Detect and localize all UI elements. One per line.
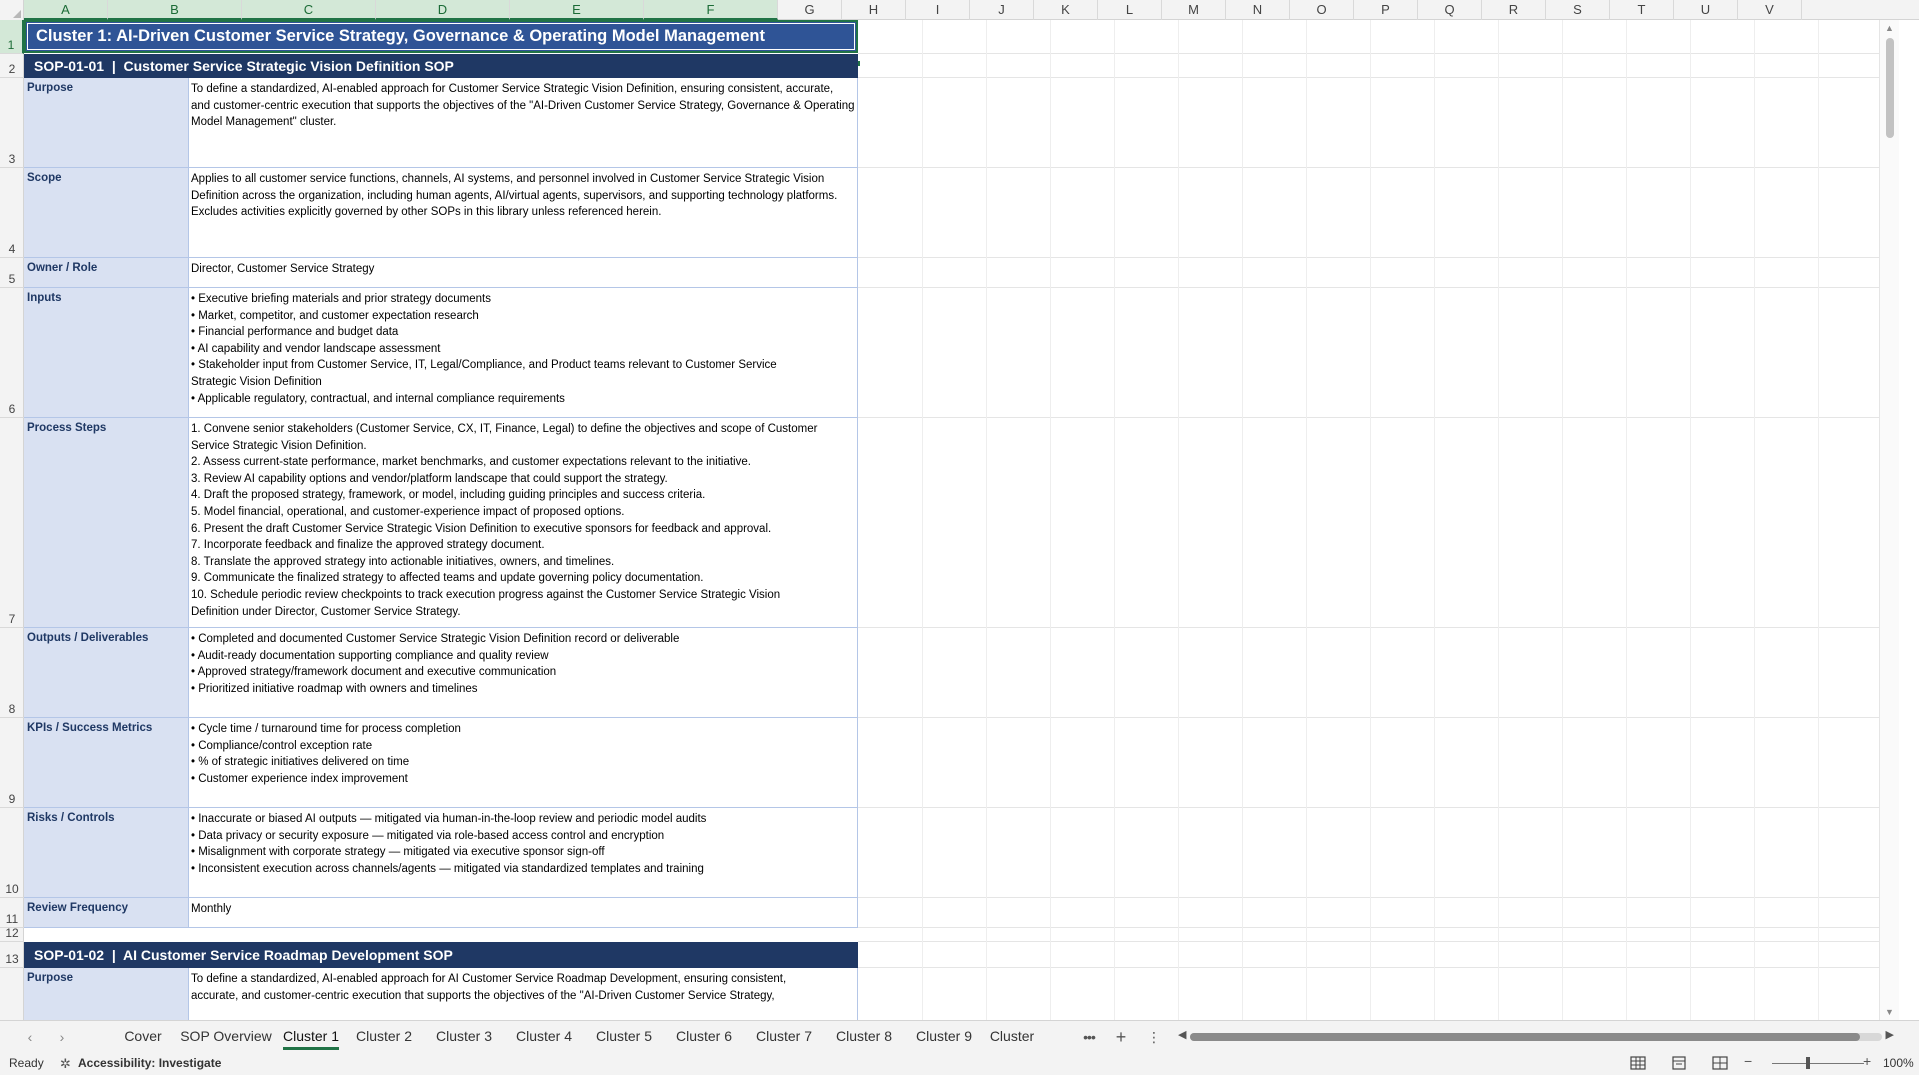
- column-header-f[interactable]: F: [644, 0, 778, 20]
- page-break-preview-icon[interactable]: [1711, 1055, 1729, 1071]
- gridline: [858, 941, 1899, 942]
- gridline: [986, 20, 987, 1020]
- gridline: [1306, 20, 1307, 1020]
- gridline: [858, 287, 1899, 288]
- column-header-s[interactable]: S: [1546, 0, 1610, 20]
- column-header-g[interactable]: G: [778, 0, 842, 20]
- prev-sheet-icon[interactable]: ‹: [27, 1029, 33, 1045]
- gridline: [1818, 20, 1819, 1020]
- gridline: [858, 927, 1899, 928]
- next-sheet-icon[interactable]: ›: [59, 1029, 65, 1045]
- scroll-right-icon[interactable]: ▶: [1885, 1029, 1894, 1041]
- sheet-tab-label: Cluster 2: [355, 1028, 413, 1044]
- select-all-corner[interactable]: [0, 0, 24, 20]
- gridline: [1178, 20, 1179, 1020]
- sheet-tab-label: SOP Overview: [180, 1028, 272, 1044]
- column-header-i[interactable]: I: [906, 0, 970, 20]
- column-header-bar: [0, 0, 1919, 20]
- sheet-tab-cluster-2[interactable]: [344, 1021, 424, 1051]
- sheet-tab-cluster-7[interactable]: [744, 1021, 824, 1051]
- scroll-down-icon[interactable]: ▼: [1885, 1007, 1894, 1017]
- sheet-tab-cluster-9[interactable]: [904, 1021, 984, 1051]
- outputs-value[interactable]: • Completed and documented Customer Service Strategic Vision Definition record or deliverable • Audit-ready documentation supporting compliance and quality review • Approved strategy/framework document and executive communication • Prioritized initiative roadmap with owners and timelines: [189, 628, 858, 718]
- row-header-bar: [0, 20, 24, 1020]
- column-header-c[interactable]: C: [242, 0, 376, 20]
- vertical-scroll-thumb[interactable]: [1886, 38, 1894, 138]
- sheet-tab-label: Cluster 7: [755, 1028, 813, 1044]
- normal-view-icon[interactable]: [1629, 1055, 1647, 1071]
- sheet-tab-label: Cluster 1: [283, 1025, 339, 1050]
- row-header-3[interactable]: 3: [0, 78, 24, 168]
- column-header-u[interactable]: U: [1674, 0, 1738, 20]
- sheet-tab-cover[interactable]: [112, 1021, 174, 1051]
- horizontal-scroll-thumb[interactable]: [1190, 1033, 1860, 1041]
- scope-label[interactable]: Scope: [24, 168, 189, 258]
- column-header-d[interactable]: D: [376, 0, 510, 20]
- sheet-tab-cluster-5[interactable]: [584, 1021, 664, 1051]
- kpis-label[interactable]: KPIs / Success Metrics: [24, 718, 189, 808]
- page-layout-view-icon[interactable]: [1670, 1055, 1688, 1071]
- inputs-value[interactable]: • Executive briefing materials and prior strategy documents • Market, competitor, and customer expectation research • Financial performance and budget data • AI capability and vendor landscape assessment • Stakeholder input from Customer Service, IT, Legal/Compliance, and Product teams relevant to Customer Service Strategic Vision Definition • Applicable regulatory, contractual, and internal compliance requirements: [189, 288, 858, 418]
- column-header-h[interactable]: H: [842, 0, 906, 20]
- sheet-tab-label: Cover: [124, 1028, 162, 1044]
- column-header-t[interactable]: T: [1610, 0, 1674, 20]
- column-header-a[interactable]: A: [24, 0, 108, 20]
- gridline: [858, 717, 1899, 718]
- cluster-title-cell[interactable]: Cluster 1: AI-Driven Customer Service Strategy, Governance & Operating Model Management: [24, 20, 858, 53]
- sop-header-2[interactable]: SOP-01-02 | AI Customer Service Roadmap Development SOP: [24, 942, 858, 968]
- status-bar: [0, 1052, 1919, 1075]
- row-header-1[interactable]: 1: [0, 20, 24, 54]
- purpose-label[interactable]: Purpose: [24, 78, 189, 168]
- sheet-tab-label: Cluster 5: [595, 1028, 653, 1044]
- sheet-tab-label: Cluster 8: [835, 1028, 893, 1044]
- gridline: [858, 897, 1899, 898]
- sheet-tab-cluster-6[interactable]: [664, 1021, 744, 1051]
- row-header-13[interactable]: 13: [0, 942, 24, 968]
- row-header-7[interactable]: 7: [0, 418, 24, 628]
- zoom-slider-track[interactable]: [1772, 1063, 1864, 1064]
- sheet-options-icon[interactable]: ⋮: [1147, 1029, 1161, 1045]
- gridline: [1434, 20, 1435, 1020]
- gridline: [1114, 20, 1115, 1020]
- purpose-value[interactable]: To define a standardized, AI-enabled approach for Customer Service Strategic Vision Definition, ensuring consistent, accurate, and customer-centric execution that supports the objectives of the "AI-Driven Customer Service Strategy, Governance & Operating Model Management" cluster.: [189, 78, 858, 168]
- sheet-tab-cluster-3[interactable]: [424, 1021, 504, 1051]
- column-header-l[interactable]: L: [1098, 0, 1162, 20]
- purpose-value-2[interactable]: To define a standardized, AI-enabled approach for AI Customer Service Roadmap Development, ensuring consistent, accurate, and customer-centric execution that supports the objectives of the "AI-Driven Customer Service Strategy,: [189, 968, 858, 1028]
- ready-status: Ready: [9, 1056, 44, 1070]
- gridline: [858, 53, 1899, 54]
- scope-value[interactable]: Applies to all customer service functions, channels, AI systems, and personnel involved in Customer Service Strategic Vision Definition across the organization, including human agents, AI/virtual agents, supervisors, and supporting technology platforms. Excludes activities explicitly governed by other SOPs in this library unless referenced herein.: [189, 168, 858, 258]
- review-frequency-value[interactable]: Monthly: [189, 898, 858, 928]
- sheet-tab-cluster-1[interactable]: [278, 1021, 344, 1051]
- risks-value[interactable]: • Inaccurate or biased AI outputs — mitigated via human-in-the-loop review and periodic model audits • Data privacy or security exposure — mitigated via role-based access control and encryption • Misalignment with corporate strategy — mitigated via executive sponsor sign-off • Inconsistent execution across channels/agents — mitigated via standardized templates and training: [189, 808, 858, 898]
- column-header-v[interactable]: V: [1738, 0, 1802, 20]
- column-header-r[interactable]: R: [1482, 0, 1546, 20]
- sheet-tab-label: Cluster: [989, 1028, 1035, 1044]
- column-header-m[interactable]: M: [1162, 0, 1226, 20]
- gridline: [1242, 20, 1243, 1020]
- gridline: [1050, 20, 1051, 1020]
- zoom-in-icon[interactable]: +: [1863, 1053, 1872, 1069]
- row-header-12[interactable]: 12: [0, 928, 24, 942]
- sheet-tab-label: Cluster 3: [435, 1028, 493, 1044]
- zoom-level[interactable]: 100%: [1883, 1056, 1914, 1070]
- gridline: [1754, 20, 1755, 1020]
- gridline: [858, 417, 1899, 418]
- sheet-tab-label: Cluster 4: [515, 1028, 573, 1044]
- row-header-4[interactable]: 4: [0, 168, 24, 258]
- row-header-10[interactable]: 10: [0, 808, 24, 898]
- column-header-j[interactable]: J: [970, 0, 1034, 20]
- sheet-tab-cluster-4[interactable]: [504, 1021, 584, 1051]
- owner-label[interactable]: Owner / Role: [24, 258, 189, 288]
- row-header-9[interactable]: 9: [0, 718, 24, 808]
- sheet-tab-label: Cluster 9: [915, 1028, 973, 1044]
- gridline: [1690, 20, 1691, 1020]
- row-header-6[interactable]: 6: [0, 288, 24, 418]
- column-header-o[interactable]: O: [1290, 0, 1354, 20]
- scroll-left-icon[interactable]: ◀: [1178, 1029, 1187, 1041]
- gridline: [1370, 20, 1371, 1020]
- row-header-8[interactable]: 8: [0, 628, 24, 718]
- column-header-n[interactable]: N: [1226, 0, 1290, 20]
- gridline: [858, 807, 1899, 808]
- process-steps-value[interactable]: 1. Convene senior stakeholders (Customer Service, CX, IT, Finance, Legal) to define the objectives and scope of Customer Service Strategic Vision Definition. 2. Assess current-state performance, market benchmarks, and customer expectations relevant to the initiative. 3. Review AI capability options and vendor/platform landscape that could support the strategy. 4. Draft the proposed strategy, framework, or model, including guiding principles and success criteria. 5. Model financial, operational, and customer-experience impact of proposed options. 6. Present the draft Customer Service Strategic Vision Definition to executive sponsors for feedback and approval. 7. Incorporate feedback and finalize the approved strategy document. 8. Translate the approved strategy into actionable initiatives, owners, and timelines. 9. Communicate the finalized strategy to affected teams and update governing policy documentation. 10. Schedule periodic review checkpoints to track execution progress against the Customer Service Strategic Vision Definition under Director, Customer Service Strategy.: [189, 418, 858, 628]
- zoom-out-icon[interactable]: −: [1744, 1053, 1753, 1069]
- process-steps-label[interactable]: Process Steps: [24, 418, 189, 628]
- sheet-tab-label: Cluster 6: [675, 1028, 733, 1044]
- sop-header-1[interactable]: SOP-01-01 | Customer Service Strategic Vision Definition SOP: [24, 54, 858, 78]
- sheet-tab-cluster-8[interactable]: [824, 1021, 904, 1051]
- review-frequency-label[interactable]: Review Frequency: [24, 898, 189, 928]
- gridline: [858, 167, 1899, 168]
- gridline: [1498, 20, 1499, 1020]
- row-header-5[interactable]: 5: [0, 258, 24, 288]
- gridline: [858, 77, 1899, 78]
- sheet-tab-sop-overview[interactable]: [174, 1021, 278, 1051]
- outputs-label[interactable]: Outputs / Deliverables: [24, 628, 189, 718]
- accessibility-icon[interactable]: ✲: [60, 1056, 71, 1071]
- column-header-b[interactable]: B: [108, 0, 242, 20]
- row-header-11[interactable]: 11: [0, 898, 24, 928]
- risks-label[interactable]: Risks / Controls: [24, 808, 189, 898]
- horizontal-scrollbar[interactable]: [1178, 1030, 1894, 1044]
- gridline: [858, 257, 1899, 258]
- gridline: [922, 20, 923, 1020]
- row-header-2[interactable]: 2: [0, 54, 24, 78]
- column-header-p[interactable]: P: [1354, 0, 1418, 20]
- add-sheet-icon[interactable]: +: [1115, 1027, 1127, 1047]
- gridline: [858, 627, 1899, 628]
- kpis-value[interactable]: • Cycle time / turnaround time for process completion • Compliance/control exception rate • % of strategic initiatives delivered on time • Customer experience index improvement: [189, 718, 858, 808]
- gridline: [858, 967, 1899, 968]
- gridline: [1562, 20, 1563, 1020]
- column-header-q[interactable]: Q: [1418, 0, 1482, 20]
- scroll-up-icon[interactable]: ▲: [1885, 23, 1894, 33]
- zoom-slider-knob[interactable]: [1806, 1057, 1810, 1069]
- column-header-e[interactable]: E: [510, 0, 644, 20]
- vertical-scrollbar[interactable]: [1879, 20, 1899, 1020]
- worksheet-grid[interactable]: [24, 20, 1899, 1020]
- sheet-tab-cluster-1-more[interactable]: [984, 1021, 1040, 1051]
- column-header-k[interactable]: K: [1034, 0, 1098, 20]
- sheet-tab-bar: [0, 1020, 1919, 1052]
- inputs-label[interactable]: Inputs: [24, 288, 189, 418]
- more-sheets-icon[interactable]: •••: [1083, 1029, 1095, 1045]
- gridline: [1626, 20, 1627, 1020]
- purpose-label-2[interactable]: Purpose: [24, 968, 189, 1028]
- owner-value[interactable]: Director, Customer Service Strategy: [189, 258, 858, 288]
- accessibility-status[interactable]: Accessibility: Investigate: [78, 1056, 222, 1070]
